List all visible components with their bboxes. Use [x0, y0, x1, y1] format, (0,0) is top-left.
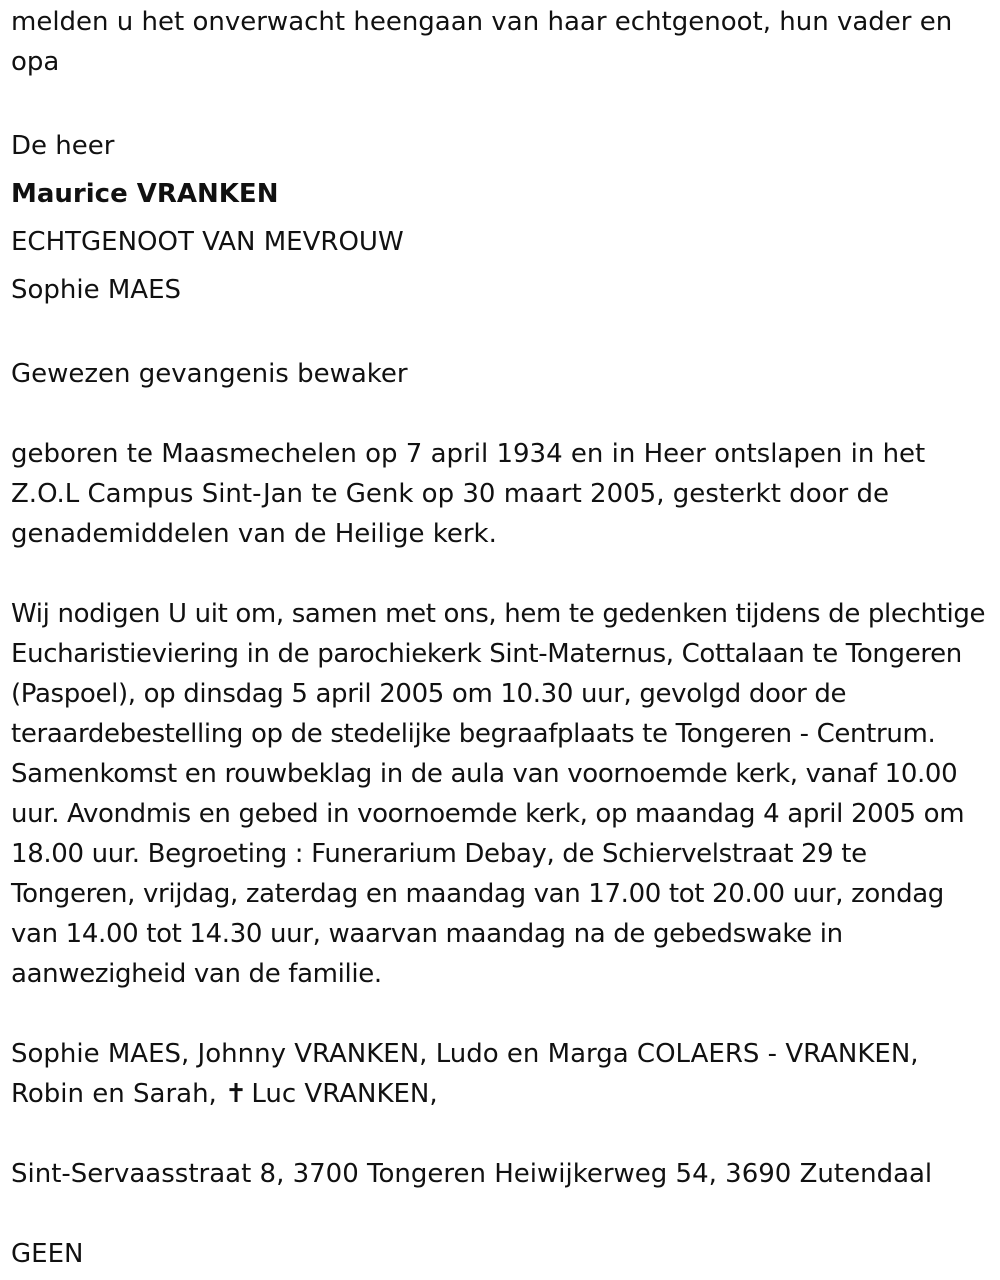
- spacer: [11, 394, 991, 434]
- deceased-name: Maurice VRANKEN: [11, 179, 279, 209]
- cross-icon: ✝: [225, 1079, 247, 1109]
- intro-text: melden u het onverwacht heengaan van haar echtgenoot, hun vader en opa: [11, 7, 953, 77]
- spacer: [11, 994, 991, 1034]
- occupation-text: Gewezen gevangenis bewaker: [11, 359, 408, 389]
- spacer: [11, 82, 991, 122]
- spacer: [11, 554, 991, 594]
- spacer: [11, 314, 991, 354]
- relation-text: ECHTGENOOT VAN MEVROUW: [11, 227, 404, 257]
- spacer: [11, 1114, 991, 1154]
- spouse-name: Sophie MAES: [11, 275, 182, 305]
- family-list: [11, 1034, 991, 1114]
- birth-death-text: geboren te Maasmechelen op 7 april 1934 en in Heer ontslapen in het Z.O.L Campus Sint-Jan te Genk op 30 maart 2005, gesterkt door de genademiddelen van de Heilige kerk.: [11, 439, 926, 549]
- closing-text: GEEN: [11, 1239, 84, 1269]
- ceremony-text: Wij nodigen U uit om, samen met ons, hem te gedenken tijdens de plechtige Eucharistieviering in de parochiekerk Sint-Maternus, Cottalaan te Tongeren (Paspoel), op dinsdag 5 april 2005 om 10.30 uur, gevolgd door de teraardebestelling op de stedelijke begraafplaats te Tongeren - Centrum. Samenkomst en rouwbeklag in de aula van voornoemde kerk, vanaf 10.00 uur. Avondmis en gebed in voornoemde kerk, op maandag 4 april 2005 om 18.00 uur. Begroeting : Funerarium Debay, de Schiervelstraat 29 te Tongeren, vrijdag, zaterdag en maandag van 17.00 tot 20.00 uur, zondag van 14.00 tot 14.30 uur, waarvan maandag na de gebedswake in aanwezigheid van de familie.: [11, 599, 986, 989]
- spacer: [11, 1194, 991, 1234]
- deceased-family-member: Luc VRANKEN,: [251, 1079, 438, 1109]
- honorific: De heer: [11, 131, 115, 161]
- addresses-text: Sint-Servaasstraat 8, 3700 Tongeren Heiwijkerweg 54, 3690 Zutendaal: [11, 1159, 933, 1189]
- obituary-document: [11, 2, 991, 1274]
- family-members: Sophie MAES, Johnny VRANKEN, Ludo en Marga COLAERS - VRANKEN, Robin en Sarah,: [11, 1039, 919, 1109]
